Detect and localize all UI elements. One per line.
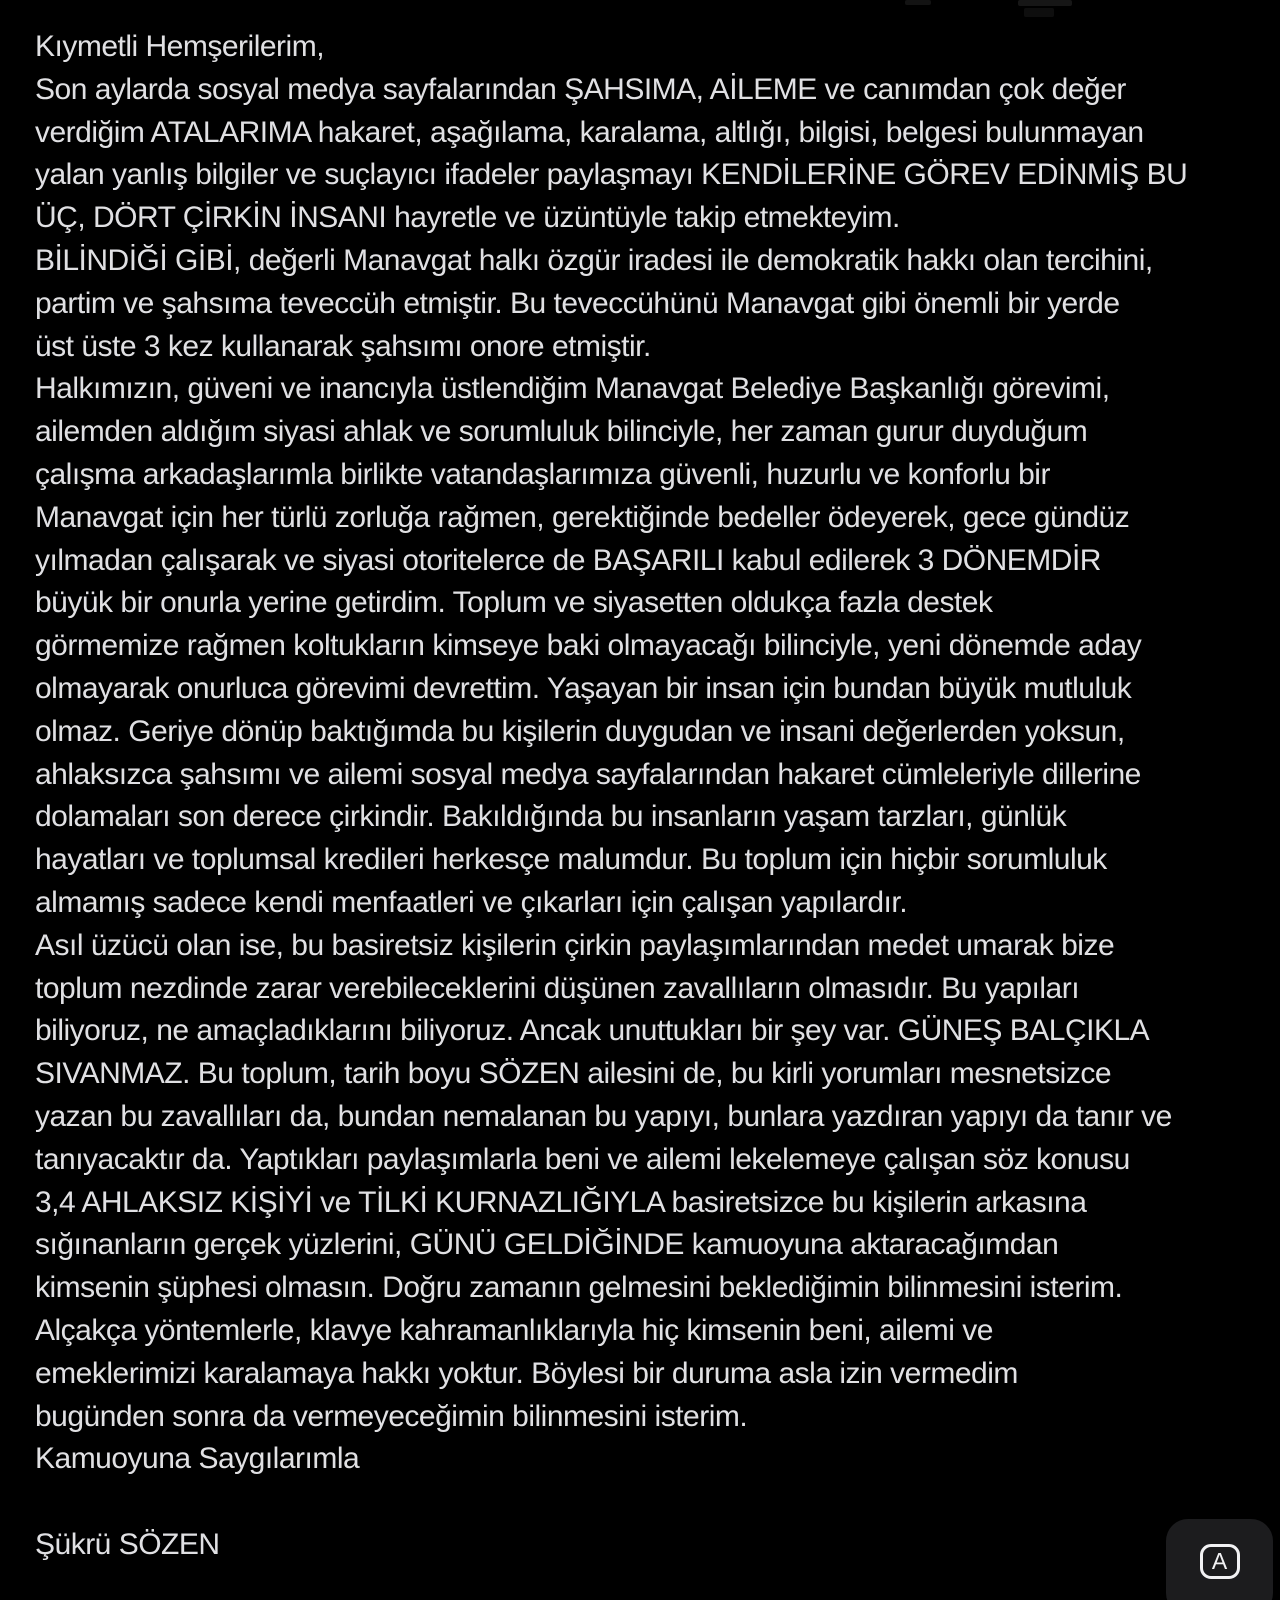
text-line: SIVANMAZ. Bu toplum, tarih boyu SÖZEN ailesini de, bu kirli yorumları mesnetsizce — [35, 1057, 1112, 1091]
text-line: biliyoruz, ne amaçladıklarını biliyoruz. Ancak unuttukları bir şey var. GÜNEŞ BALÇIKLA — [35, 1014, 1150, 1048]
signature: Şükrü SÖZEN — [35, 1527, 220, 1561]
text-line: yalan yanlış bilgiler ve suçlayıcı ifadeler paylaşmayı KENDİLERİNE GÖREV EDİNMİŞ BU — [35, 158, 1188, 192]
text-line: verdiğim ATALARIMA hakaret, aşağılama, karalama, altlığı, bilgisi, belgesi bulunmayan — [35, 115, 1144, 149]
text-line: tanıyacaktır da. Yaptıkları paylaşımlarla beni ve ailemi lekelemeye çalışan söz konusu — [35, 1142, 1130, 1176]
text-line: olmayarak onurluca görevimi devrettim. Yaşayan bir insan için bundan büyük mutluluk — [35, 671, 1132, 705]
alt-text-badge-icon — [1200, 1544, 1240, 1579]
text-line: yazan bu zavallıları da, bundan nemalanan bu yapıyı, bunlara yazdıran yapıyı da tanır ve — [35, 1099, 1172, 1133]
alt-text-button[interactable] — [1166, 1519, 1273, 1600]
alt-text-badge-label: A — [1211, 1548, 1228, 1574]
text-line: görmemize rağmen koltukların kimseye baki olmayacağı bilinciyle, yeni dönemde aday — [35, 629, 1142, 663]
text-line: dolamaları son derece çirkindir. Bakıldığında bu insanların yaşam tarzları, günlük — [35, 800, 1067, 834]
text-line: bugünden sonra da vermeyeceğimin bilinmesini isterim. — [35, 1399, 748, 1433]
text-line: Manavgat için her türlü zorluğa rağmen, gerektiğinde bedeller ödeyerek, gece gündüz — [35, 500, 1130, 534]
text-line: Kamuoyuna Saygılarımla — [35, 1442, 360, 1476]
text-line: Halkımızın, güveni ve inancıyla üstlendiğim Manavgat Belediye Başkanlığı görevimi, — [35, 372, 1110, 406]
text-line: Asıl üzücü olan ise, bu basiretsiz kişilerin çirkin paylaşımlarından medet umarak bize — [35, 928, 1115, 962]
text-line: toplum nezdinde zarar verebileceklerini düşünen zavallıların olmasıdır. Bu yapıları — [35, 971, 1080, 1005]
text-line: 3,4 AHLAKSIZ KİŞİYİ ve TİLKİ KURNAZLIĞIYLA basiretsizce bu kişilerin arkasına — [35, 1185, 1087, 1219]
text-line: sığınanların gerçek yüzlerini, GÜNÜ GELDİĞİNDE kamuoyuna aktaracağımdan — [35, 1228, 1059, 1262]
text-line: emeklerimizi karalamaya hakkı yoktur. Böylesi bir duruma asla izin vermedim — [35, 1356, 1018, 1390]
text-line: olmaz. Geriye dönüp baktığımda bu kişilerin duygudan ve insani değerlerden yoksun, — [35, 714, 1125, 748]
text-line: Alçakça yöntemlerle, klavye kahramanlıklarıyla hiç kimsenin beni, ailemi ve — [35, 1313, 993, 1347]
text-line: almamış sadece kendi menfaatleri ve çıkarları için çalışan yapılardır. — [35, 885, 908, 919]
top-edge-artifact — [1024, 8, 1054, 17]
text-line: üst üste 3 kez kullanarak şahsımı onore etmiştir. — [35, 329, 651, 363]
text-line: Kıymetli Hemşerilerim, — [35, 30, 325, 63]
text-line: kimsenin şüphesi olmasın. Doğru zamanın gelmesini beklediğimin bilinmesini isterim. — [35, 1271, 1123, 1305]
text-line: yılmadan çalışarak ve siyasi otoritelerce de BAŞARILI kabul edilerek 3 DÖNEMDİR — [35, 543, 1101, 577]
text-line: çalışma arkadaşlarımla birlikte vatandaşlarımıza güvenli, huzurlu ve konforlu bir — [35, 457, 1050, 491]
text-line: ÜÇ, DÖRT ÇİRKİN İNSANI hayretle ve üzüntüyle takip etmekteyim. — [35, 201, 900, 235]
text-line: büyük bir onurla yerine getirdim. Toplum ve siyasetten oldukça fazla destek — [35, 586, 993, 620]
text-line: ailemden aldığım siyasi ahlak ve sorumluluk bilinciyle, her zaman gurur duyduğum — [35, 415, 1088, 449]
top-edge-artifact — [905, 0, 931, 5]
text-line: hayatları ve toplumsal kredileri herkesçe malumdur. Bu toplum için hiçbir sorumluluk — [35, 843, 1107, 877]
text-line: ahlaksızca şahsımı ve ailemi sosyal medya sayfalarından hakaret cümleleriyle dillerine — [35, 757, 1141, 791]
text-line: partim ve şahsıma teveccüh etmiştir. Bu teveccühünü Manavgat gibi önemli bir yerde — [35, 286, 1120, 320]
text-line: Son aylarda sosyal medya sayfalarından ŞAHSIMA, AİLEME ve canımdan çok değer — [35, 72, 1126, 106]
statement-lines — [35, 26, 1250, 1481]
text-line: BİLİNDİĞİ GİBİ, değerli Manavgat halkı özgür iradesi ile demokratik hakkı olan tercihini, — [35, 243, 1153, 277]
statement-text — [35, 26, 1250, 1567]
top-edge-artifact — [1018, 0, 1072, 6]
